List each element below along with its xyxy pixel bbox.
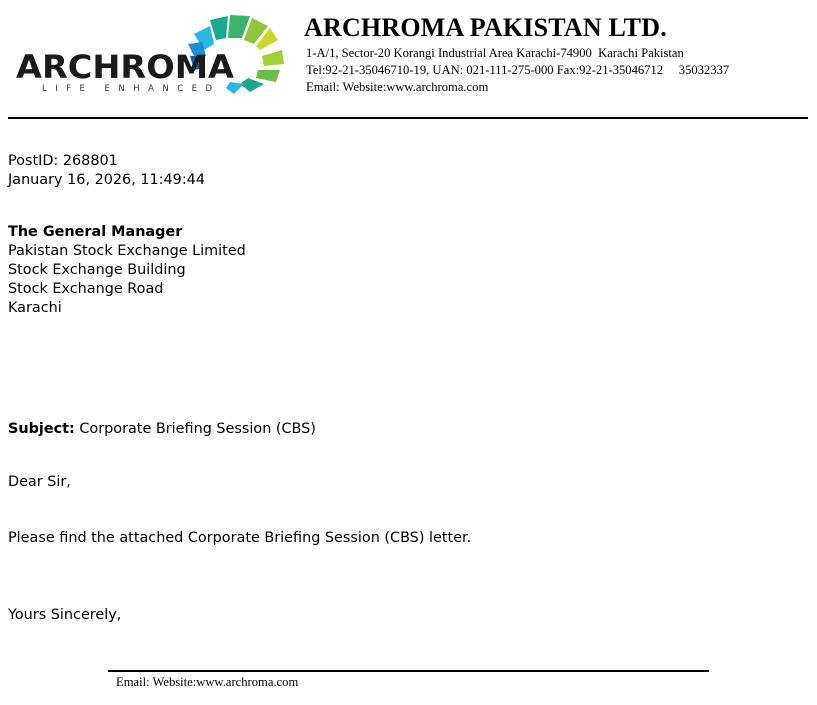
post-id: PostID: 268801 [8, 153, 118, 169]
closing: Yours Sincerely, [8, 607, 122, 623]
logo-wordmark: ARCHROMA [16, 48, 235, 86]
body-message: Please find the attached Corporate Briefing Session (CBS) letter. [8, 530, 472, 546]
archroma-logo [14, 12, 290, 96]
company-email: Email: Website:www.archroma.com [306, 80, 489, 94]
recipient-line-1: Pakistan Stock Exchange Limited [8, 243, 246, 259]
recipient-title: The General Manager [8, 224, 183, 240]
recipient-line-3: Stock Exchange Road [8, 281, 164, 297]
post-datetime: January 16, 2026, 11:49:44 [8, 172, 205, 188]
logo-tagline: LIFE ENHANCED [42, 84, 212, 94]
footer-email: Email: Website:www.archroma.com [116, 675, 299, 689]
subject-label: Subject: [8, 421, 75, 437]
company-name: ARCHROMA PAKISTAN LTD. [304, 13, 667, 42]
subject-line [8, 420, 316, 439]
company-address: 1-A/1, Sector-20 Korangi Industrial Area Karachi-74900 Karachi Pakistan [306, 46, 684, 60]
footer-divider [108, 670, 709, 672]
company-phones: Tel:92-21-35046710-19, UAN: 021-111-275-000 Fax:92-21-35046712 35032337 [306, 63, 730, 77]
salutation: Dear Sir, [8, 474, 71, 490]
header-divider [8, 117, 808, 119]
recipient-line-2: Stock Exchange Building [8, 262, 186, 278]
recipient-line-4: Karachi [8, 300, 62, 316]
subject-text: Corporate Briefing Session (CBS) [79, 421, 316, 437]
